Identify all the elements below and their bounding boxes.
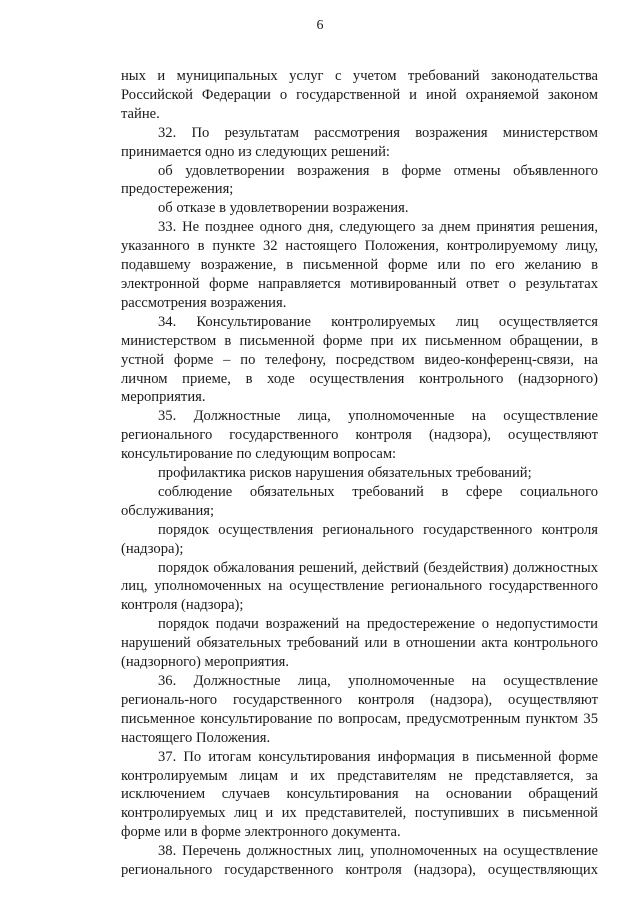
paragraph: об удовлетворении возражения в форме отмены объявленного предостережения; <box>121 162 598 198</box>
document-body <box>121 67 598 880</box>
paragraph: порядок подачи возражений на предостережение о недопустимости нарушений обязательных требований или в отношении акта контрольного (надзорного) мероприятия. <box>121 616 598 671</box>
paragraph: 36. Должностные лица, уполномоченные на осуществление региональ-ного государственного контроля (надзора), осуществляют письменное консультирование по вопросам, предусмотренным пунктом 35 настоящего Положения. <box>121 673 598 746</box>
paragraph: об отказе в удовлетворении возражения. <box>158 200 409 217</box>
paragraph: 33. Не позднее одного дня, следующего за днем принятия решения, указанного в пункте 32 настоящего Положения, контролируемому лицу, подавшему возражение, в письменной форме или по его желанию в электронной форме направляется мотивированный ответ о результатах рассмотрения возражения. <box>121 219 598 311</box>
paragraph: порядок обжалования решений, действий (бездействия) должностных лиц, уполномоченных на осуществление регионального государственного контроля (надзора); <box>121 559 598 614</box>
paragraph: ных и муниципальных услуг с учетом требований законодательства Российской Федерации о государственной и иной охраняемой законом тайне. <box>121 68 598 122</box>
paragraph: 34. Консультирование контролируемых лиц осуществляется министерством в письменной форме при их письменном обращении, в устной форме – по телефону, посредством видео-конференц-связи, на личном приеме, в ходе осуществления контрольного (надзорного) мероприятия. <box>121 313 598 406</box>
paragraph: профилактика рисков нарушения обязательных требований; <box>158 465 532 482</box>
paragraph: соблюдение обязательных требований в сфере социального обслуживания; <box>121 483 598 519</box>
page-number: 6 <box>316 18 324 33</box>
paragraph: 38. Перечень должностных лиц, уполномоченных на осуществление регионального государственного контроля (надзора), осуществляющих <box>121 843 598 879</box>
paragraph: 35. Должностные лица, уполномоченные на осуществление регионального государственного контроля (надзора), осуществляют консультирование по следующим вопросам: <box>121 408 598 463</box>
paragraph: порядок осуществления регионального государственного контроля (надзора); <box>121 521 598 557</box>
paragraph: 37. По итогам консультирования информация в письменной форме контролируемым лицам и их представителям не представляется, за исключением случаев консультирования на основании обращений контролируемых лиц и их представителей, поступивших в письменной форме или в форме электронного документа. <box>121 748 598 841</box>
paragraph: 32. По результатам рассмотрения возражения министерством принимается одно из следующих решений: <box>121 124 598 160</box>
